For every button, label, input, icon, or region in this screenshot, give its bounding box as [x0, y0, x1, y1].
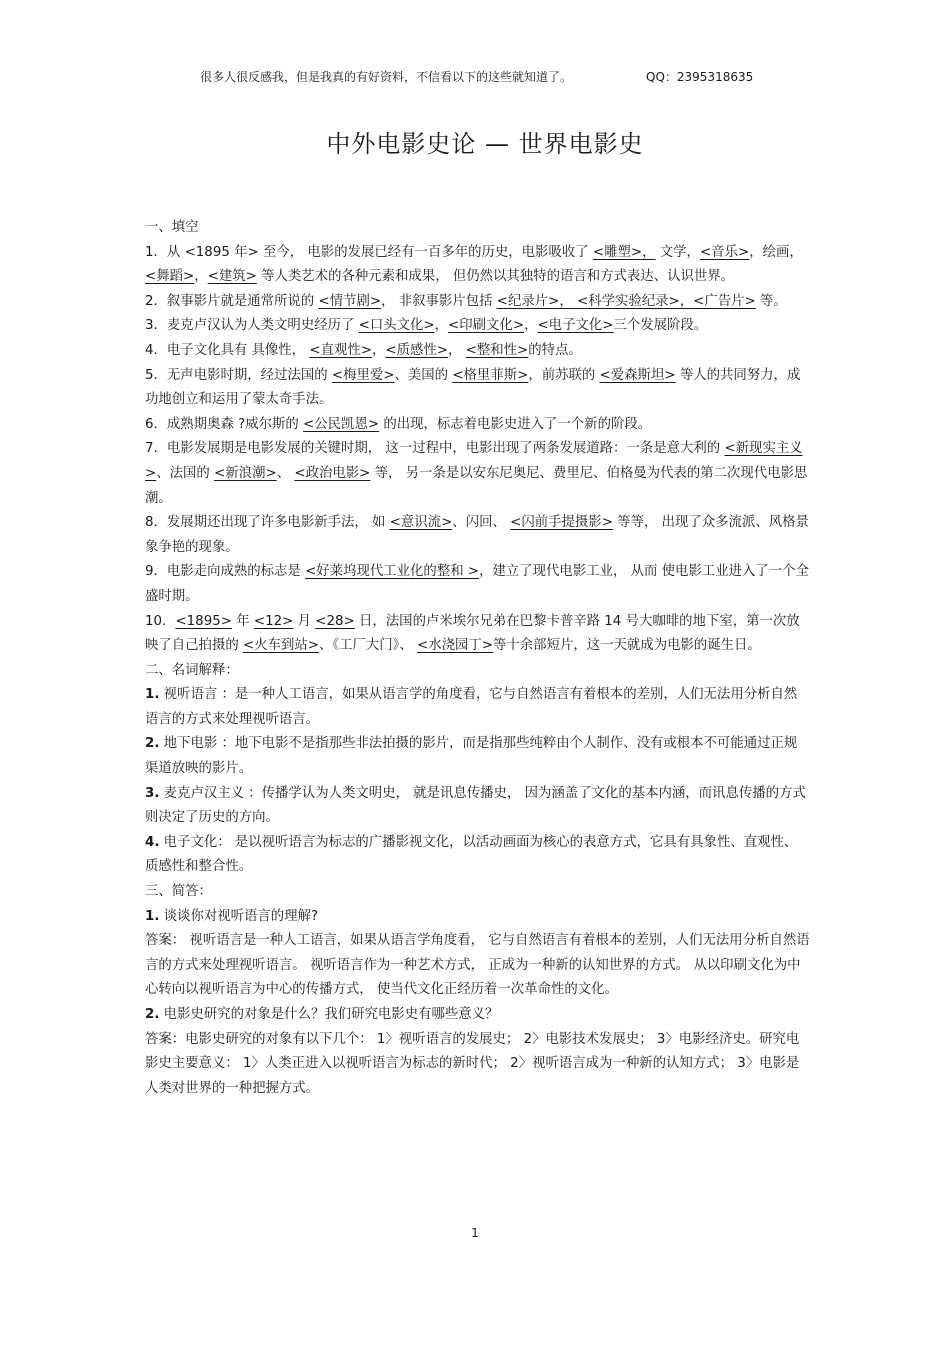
answer-blank: <音乐>: [699, 244, 750, 260]
page-title: 中外电影史论 — 世界电影史: [326, 130, 644, 158]
question-6: 6．成熟期奥森 ?威尔斯的 <公民凯恩> 的出现，标志着电影史进入了一个新的阶段。: [145, 416, 652, 432]
short-answer-2: 答案：电影史研究的对象有以下几个： 1〉视听语言的发展史； 2〉电影技术发展史； 3〉电影经济史。研究电影史主要意义： 1〉人类正进入以视听语言为标志的新时代； 2〉视听语言成为一种新的认知方式； 3〉电影是人类对世界的一种把握方式。: [145, 1031, 800, 1096]
question-8: 8．发展期还出现了许多电影新手法， 如 <意识流>、闪回、 <闪前手提摄影> 等等， 出现了众多流派、风格景象争艳的现象。: [145, 515, 809, 555]
answer-blank: <梅里爱>: [331, 367, 395, 383]
short-answer-1: 答案： 视听语言是一种人工语言，如果从语言学角度看， 它与自然语言有着根本的差别，人们无法用分析自然语言的方式来处理视听语言。 视听语言作为一种艺术方式， 正成为一种新的认知世界的方式。 从以印刷文化为中心转向以视听语言为中心的传播方式， 使当代文化正经历着一次革命性的文化。: [145, 933, 810, 998]
term-2: 2. 地下电影 ：地下电影不是指那些非法拍摄的影片，而是指那些纯粹由个人制作、没有或根本不可能通过正规渠道放映的影片。: [145, 736, 798, 777]
answer-blank: <新浪潮>: [214, 465, 277, 481]
answer-blank: <水浇园丁>: [417, 638, 494, 654]
answer-blank: <12>: [253, 613, 294, 629]
question-5: 5．无声电影时期，经过法国的 <梅里爱>、美国的 <格里菲斯>，前苏联的 <爱森斯坦> 等人的共同努力，成功地创立和运用了蒙太奇手法。: [145, 367, 801, 408]
answer-blank: <舞蹈>: [145, 269, 195, 285]
answer-blank: <直观性>: [309, 342, 372, 358]
question-10: 10．<1895> 年 <12> 月 <28> 日，法国的卢米埃尔兄弟在巴黎卡普辛路 14 号大咖啡的地下室，第一次放映了自己拍摄的 <火车到站>、《工厂大门》、 <水浇园丁>等十余部短片，这一天就成为电影的诞生日。: [145, 613, 800, 654]
answer-blank: <纪录片>， <科学实验纪录>，<广告片>: [496, 293, 756, 309]
short-question-2: 2. 电影史研究的对象是什么？我们研究电影史有哪些意义？: [145, 1007, 499, 1022]
answer-blank: <雕塑>，: [592, 244, 656, 260]
answer-blank: <电子文化>: [537, 318, 614, 334]
answer-blank: <意识流>: [389, 515, 453, 531]
question-2: 2．叙事影片就是通常所说的 <情节剧>， 非叙事影片包括 <纪录片>， <科学实验纪录>，<广告片> 等。: [145, 293, 787, 309]
answer-blank: <28>: [315, 613, 355, 629]
answer-blank: <建筑>: [207, 269, 257, 285]
answer-blank: <格里菲斯>: [452, 367, 529, 383]
answer-blank: <好莱坞现代工业化的整和 >: [305, 564, 480, 580]
answer-blank: <1895>: [175, 613, 232, 629]
answer-blank: <爱森斯坦>: [599, 367, 676, 383]
question-1: 1．从 <1895 年> 至今， 电影的发展已经有一百多年的历史，电影吸收了 <雕塑>， 文学，<音乐>，绘画，<舞蹈>，<建筑> 等人类艺术的各种元素和成果， 但仍然以其独特的语言和方式表达、认识世界。: [145, 244, 803, 285]
question-7: 7．电影发展期是电影发展的关键时期， 这一过程中，电影出现了两条发展道路：一条是意大利的 <新现实主义>、法国的 <新浪潮>、 <政治电影> 等， 另一条是以安东尼奥尼、费里尼、伯格曼为代表的第二次现代电影思潮。: [145, 441, 808, 506]
term-1: 1. 视听语言 ：是一种人工语言，如果从语言学的角度看，它与自然语言有着根本的差别，人们无法用分析自然语言的方式来处理视听语言。: [145, 687, 798, 727]
answer-blank: <火车到站>: [243, 638, 320, 654]
answer-blank: <口头文化>: [358, 318, 435, 334]
question-9: 9．电影走向成熟的标志是 <好莱坞现代工业化的整和 >，建立了现代电影工业， 从而 使电影工业进入了一个全盛时期。: [145, 564, 809, 604]
answer-blank: <新现实主义>: [145, 441, 803, 481]
section-heading-terms: 二、名词解释：: [145, 662, 239, 678]
document-body: [145, 216, 810, 1101]
answer-blank: <政治电影>: [294, 465, 371, 481]
term-4: 4. 电子文化： 是以视听语言为标志的广播影视文化，以活动画面为核心的表意方式，它具有具象性、直观性、质感性和整合性。: [145, 834, 798, 875]
answer-blank: <情节剧>: [318, 293, 382, 309]
header-qq: QQ：2395318635: [646, 70, 754, 84]
answer-blank: <印刷文化>: [448, 318, 525, 334]
page-number: 1: [471, 1226, 479, 1240]
question-4: 4．电子文化具有 具像性， <直观性>，<质感性>， <整和性>的特点。: [145, 342, 582, 358]
answer-blank: <质感性>: [385, 342, 448, 358]
term-3: 3. 麦克卢汉主义 ：传播学认为人类文明史， 就是讯息传播史， 因为涵盖了文化的基本内涵，而讯息传播的方式则决定了历史的方向。: [145, 785, 806, 826]
short-question-1: 1. 谈谈你对视听语言的理解?: [145, 908, 319, 924]
section-heading-fill-in: 一、填空: [145, 220, 199, 235]
answer-blank: <整和性>: [465, 342, 529, 358]
answer-blank: <公民凯恩>: [303, 416, 380, 432]
header-note: 很多人很反感我，但是我真的有好资料，不信看以下的这些就知道了。: [200, 70, 573, 84]
answer-blank: <闪前手提摄影>: [510, 515, 613, 531]
section-heading-short-answer: 三、简答：: [145, 884, 212, 900]
question-3: 3．麦克卢汉认为人类文明史经历了 <口头文化>，<印刷文化>，<电子文化>三个发展阶段。: [145, 318, 708, 334]
